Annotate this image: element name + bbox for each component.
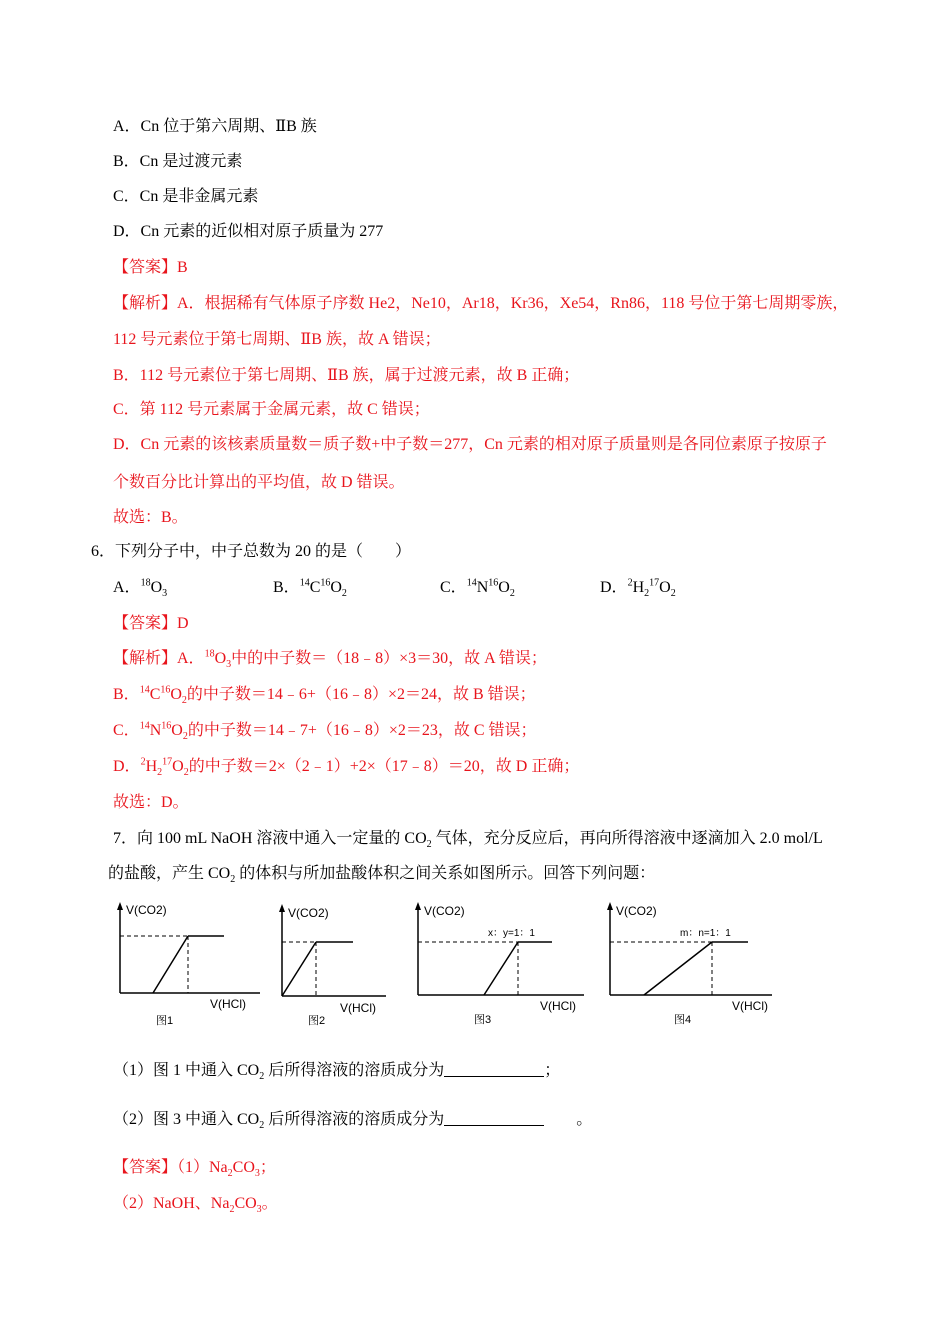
fig2-y-arrow	[279, 904, 285, 912]
fig2-caption: 图2	[308, 1015, 326, 1027]
figure-2	[276, 900, 396, 1037]
q5-option-a: A．Cn 位于第六周期、ⅡB 族	[113, 118, 317, 135]
fig3-ratio-note: x：y=1：1	[488, 928, 535, 939]
q5-analysis-line5: D．Cn 元素的该核素质量数＝质子数+中子数＝277，Cn 元素的相对原子质量则是各同位素原子按原子	[113, 436, 827, 453]
fig4-ylabel: V(CO2)	[616, 904, 657, 918]
fig1-caption: 图1	[156, 1015, 174, 1027]
q7-subquestion-1: （1）图 1 中通入 $CO_2$ 后所得溶液的溶质成分为 ；	[113, 1062, 561, 1083]
q5-analysis-line3: B．112 号元素位于第七周期、ⅡB 族，属于过渡元素，故 B 正确；	[113, 367, 580, 384]
q5-option-d: D．Cn 元素的近似相对原子质量为 277	[113, 223, 384, 240]
fig4-ratio-note: m：n=1：1	[680, 928, 731, 939]
q7-subquestion-2: （2）图 3 中通入 $CO_2$ 后所得溶液的溶质成分为 。	[113, 1111, 593, 1132]
q6-option-a: A．$^{18}O_3$	[113, 577, 168, 600]
q6-analysis-b: B．$^{14}C^{16}O_2$的中子数＝14﹣6+（16﹣8）×2＝24，故 B 错误；	[113, 684, 536, 707]
q6-analysis-d: D．$^2H_2^{17}O_2$的中子数＝2×（2﹣1）+2×（17﹣8）＝20，故 D 正确；	[113, 756, 580, 779]
q6-analysis-c: C．$^{14}N^{16}O_2$的中子数＝14﹣7+（16﹣8）×2＝23，故 C 错误；	[113, 720, 537, 743]
q5-analysis-line1: 【解析】A．根据稀有气体原子序数 He2，Ne10，Ar18，Kr36，Xe54，Rn86，118 号位于第七周期零族，	[113, 295, 849, 312]
q7-answer-2: （2）NaOH、$Na_2CO_3$。	[113, 1195, 278, 1216]
figure-1	[110, 896, 270, 1036]
q7-answer-1: 【答案】$(1)Na_2CO_3$；	[113, 1159, 276, 1180]
fig4-rise	[644, 942, 712, 995]
q6-conclusion: 故选：D。	[113, 794, 189, 811]
fig2-rise	[282, 942, 316, 996]
q5-option-b: B．Cn 是过渡元素	[113, 153, 243, 170]
answer-blank-1[interactable]	[444, 1062, 544, 1077]
fig3-xlabel: V(HCl)	[540, 999, 576, 1013]
fig3-rise	[484, 942, 518, 995]
fig3-ylabel: V(CO2)	[424, 904, 465, 918]
answer-blank-2[interactable]	[444, 1111, 544, 1126]
fig3-caption: 图3	[474, 1014, 492, 1026]
fig1-y-arrow	[117, 902, 123, 910]
figure-4	[602, 898, 782, 1035]
fig4-caption: 图4	[674, 1014, 692, 1026]
q6-answer: 【答案】D	[113, 615, 189, 632]
q5-answer: 【答案】B	[113, 259, 188, 276]
q5-analysis-line6: 个数百分比计算出的平均值，故 D 错误。	[113, 474, 405, 491]
q6-analysis-a: 【解析】A．$^{18}O_3$中的中子数＝（18﹣8）×3＝30，故 A 错误；	[113, 648, 547, 671]
fig1-xlabel: V(HCl)	[210, 997, 246, 1011]
q5-analysis-line2: 112 号元素位于第七周期、ⅡB 族，故 A 错误；	[113, 331, 441, 348]
q6-option-c: C．$^{14}N^{16}O_2$	[440, 577, 515, 600]
fig3-y-arrow	[415, 902, 421, 910]
q6-option-b: B．$^{14}C^{16}O_2$	[273, 577, 347, 600]
q5-analysis-line4: C．第 112 号元素属于金属元素，故 C 错误；	[113, 401, 430, 418]
fig4-xlabel: V(HCl)	[732, 999, 768, 1013]
q6-option-d: D．$^2H_2^{17}O_2$	[600, 577, 676, 600]
fig4-y-arrow	[607, 902, 613, 910]
q7-stem-line2: 的盐酸，产生 $CO_2$ 的体积与所加盐酸体积之间关系如图所示。回答下列问题：	[108, 865, 656, 886]
fig1-ylabel: V(CO2)	[126, 903, 167, 917]
fig2-xlabel: V(HCl)	[340, 1001, 376, 1015]
q5-option-c: C．Cn 是非金属元素	[113, 188, 259, 205]
q7-stem-line1: 7．向 100 mL NaOH 溶液中通入一定量的 $CO_2$ 气体，充分反应后，再向所得溶液中逐滴加入 2.0 mol/L	[113, 830, 823, 851]
figure-3	[410, 898, 590, 1035]
fig2-ylabel: V(CO2)	[288, 906, 329, 920]
fig1-rise	[153, 936, 188, 993]
q6-stem: 6．下列分子中，中子总数为 20 的是（ ）	[91, 543, 412, 560]
q5-conclusion: 故选：B。	[113, 509, 188, 526]
